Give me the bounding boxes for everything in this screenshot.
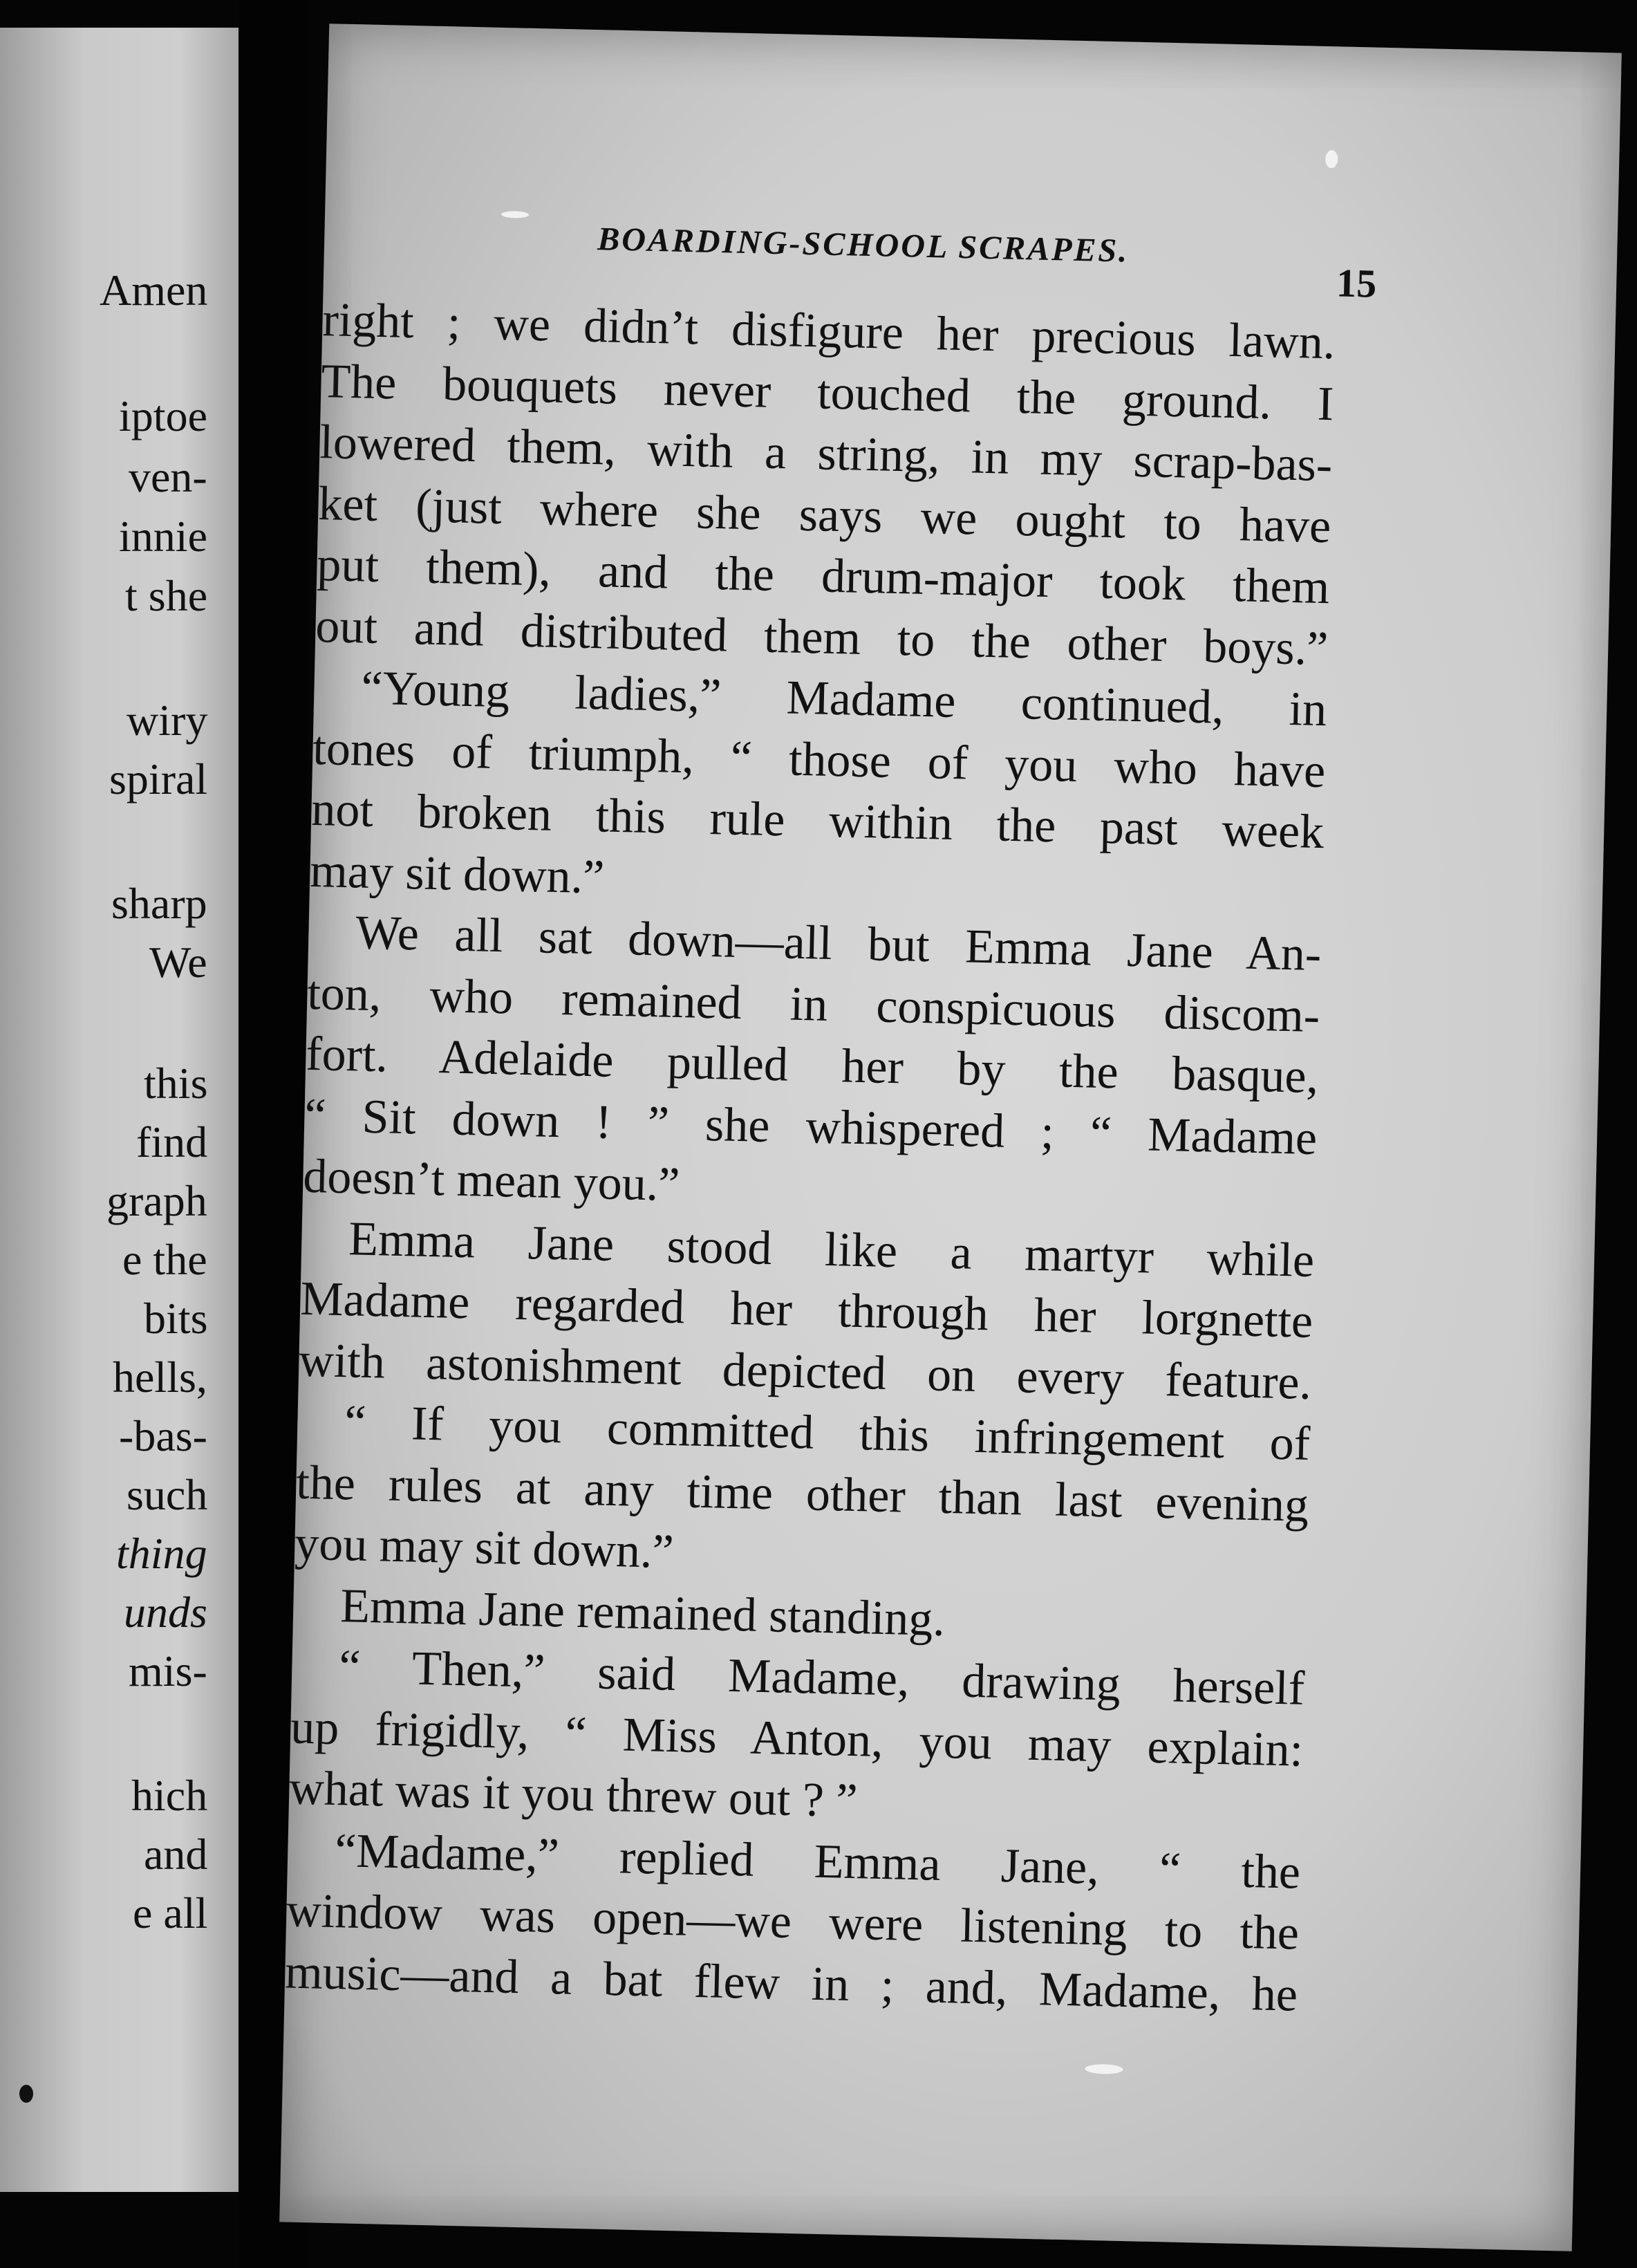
left-page-line: wiry bbox=[127, 696, 208, 745]
left-page-line: find bbox=[136, 1117, 208, 1166]
left-page-line: -bas- bbox=[119, 1411, 207, 1460]
paper-speck bbox=[501, 211, 529, 219]
text-line: up frigidly, “ Miss Anton, you may explain: bbox=[290, 1700, 1304, 1777]
left-page-line: iptoe bbox=[119, 391, 207, 440]
left-page-line: graph bbox=[106, 1176, 207, 1225]
text-line: Emma Jane remained standing. bbox=[339, 1579, 946, 1646]
left-page-line: hells, bbox=[113, 1353, 207, 1402]
text-line: fort. Adelaide pulled her by the basque, bbox=[305, 1027, 1319, 1104]
text-line: The bouquets never touched the ground. I bbox=[320, 354, 1335, 431]
text-line: music—and a bat flew in ; and, Madame, he bbox=[284, 1944, 1298, 2022]
left-page-line: Amen bbox=[100, 266, 208, 315]
text-line: “ If you committed this infringement of bbox=[344, 1395, 1311, 1471]
text-line: the rules at any time other than last evening bbox=[295, 1456, 1309, 1532]
body-text bbox=[284, 290, 1336, 2026]
text-line: “ Then,” said Madame, drawing herself bbox=[338, 1640, 1305, 1716]
paper-speck bbox=[1085, 2064, 1123, 2074]
running-head: BOARDING-SCHOOL SCRAPES. bbox=[597, 221, 1130, 270]
text-line: “Young ladies,” Madame continued, in bbox=[360, 661, 1328, 737]
text-line: what was it you threw out ? ” bbox=[288, 1761, 859, 1828]
left-page-line: spiral bbox=[109, 754, 208, 803]
text-line: We all sat down—all but Emma Jane An- bbox=[355, 906, 1322, 982]
left-page-line: innie bbox=[119, 512, 207, 561]
text-line: put them), and the drum-major took them bbox=[316, 538, 1331, 615]
text-line: lowered them, with a string, in my scrap-bas- bbox=[319, 416, 1334, 492]
text-line: Madame regarded her through her lorgnette bbox=[299, 1272, 1313, 1348]
text-line: you may sit down.” bbox=[294, 1516, 675, 1579]
previous-page-fragment bbox=[0, 28, 238, 2192]
text-line: right ; we didn’t disfigure her precious lawn. bbox=[321, 293, 1336, 370]
text-line: may sit down.” bbox=[309, 844, 606, 904]
left-page-line: We bbox=[149, 938, 207, 987]
left-page-line: e all bbox=[133, 1888, 208, 1937]
left-page-line: this bbox=[144, 1059, 208, 1108]
left-page-line: unds bbox=[124, 1588, 207, 1637]
left-page-line: e the bbox=[122, 1235, 207, 1284]
paper-speck bbox=[1325, 150, 1338, 168]
text-line: window was open—we were listening to the bbox=[286, 1884, 1300, 1960]
text-line: “Madame,” replied Emma Jane, “ the bbox=[334, 1823, 1301, 1899]
left-page-line: bits bbox=[144, 1294, 208, 1343]
left-page-line: mis- bbox=[129, 1646, 207, 1695]
book-page bbox=[279, 24, 1622, 2251]
text-line: doesn’t mean you.” bbox=[302, 1149, 681, 1212]
text-line: “ Sit down ! ” she whispered ; “ Madame bbox=[303, 1088, 1318, 1165]
ink-dot bbox=[19, 2085, 33, 2103]
text-line: not broken this rule within the past week bbox=[310, 782, 1325, 859]
left-page-line: t she bbox=[125, 571, 208, 620]
left-page-line: thing bbox=[116, 1529, 207, 1578]
text-line: ton, who remained in conspicuous discom- bbox=[306, 966, 1321, 1043]
text-line: Emma Jane stood like a martyr while bbox=[348, 1211, 1315, 1288]
left-page-line: ven- bbox=[129, 452, 207, 501]
page-number: 15 bbox=[1336, 260, 1377, 306]
text-line: with astonishment depicted on every feature. bbox=[298, 1333, 1312, 1410]
text-line: out and distributed them to the other boys.” bbox=[315, 599, 1329, 676]
left-page-line: hich bbox=[131, 1771, 208, 1820]
text-line: ket (just where she says we ought to have bbox=[317, 476, 1332, 553]
left-page-line: and bbox=[144, 1830, 208, 1879]
text-line: tones of triumph, “ those of you who have bbox=[312, 721, 1327, 798]
left-page-line: sharp bbox=[111, 879, 207, 928]
left-page-line: such bbox=[127, 1470, 208, 1519]
